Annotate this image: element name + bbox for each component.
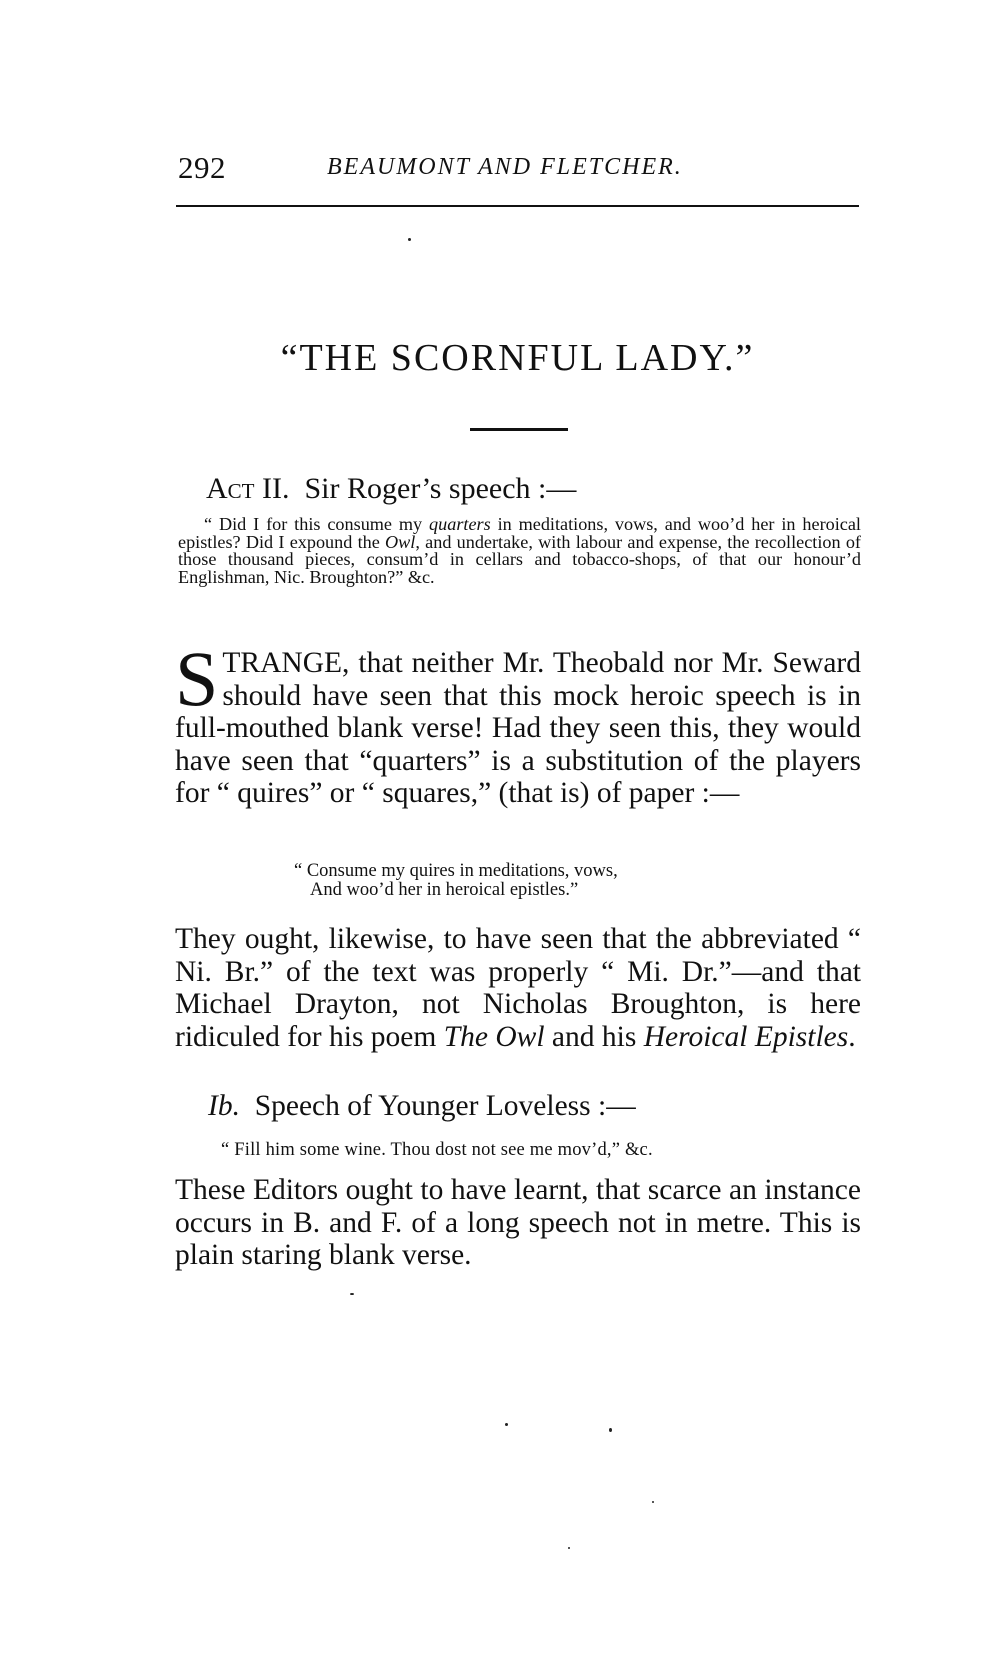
verse-quote bbox=[294, 862, 618, 900]
paragraph-strange bbox=[175, 635, 861, 810]
running-head bbox=[178, 146, 856, 190]
ibid-label: Ib. bbox=[208, 1090, 240, 1122]
header-rule bbox=[176, 205, 859, 207]
act-label: Act II. bbox=[206, 472, 290, 505]
small-quote: “ Fill him some wine. Thou dost not see me mov’d,” &c. bbox=[221, 1140, 653, 1160]
ink-speck bbox=[652, 1501, 654, 1503]
speech-reference-text: Speech of Younger Loveless :— bbox=[254, 1090, 636, 1122]
title-rule bbox=[470, 428, 568, 431]
page-number: 292 bbox=[178, 150, 226, 185]
play-title: “THE SCORNFUL LADY.” bbox=[280, 337, 755, 379]
quote-text-1: “ Did I for this consume my bbox=[204, 514, 430, 534]
quoted-speech bbox=[178, 516, 861, 586]
ink-speck bbox=[350, 1293, 354, 1295]
verse-line-2: And woo’d her in heroical epistles.” bbox=[310, 880, 579, 900]
quote-text-2: in meditations, vows, and woo’d her in heroical epistles? Did I expound the bbox=[178, 514, 861, 552]
quote-text-3: , and undertake, with labour and expense, the recollection of those thousand pieces, consum’d in cellars and tobacco-shops, of that our honour’d Englishman, Nic. Broughton?” &c. bbox=[178, 531, 861, 587]
quote-italic-owl: Owl bbox=[385, 531, 416, 552]
running-title: BEAUMONT AND FLETCHER. bbox=[327, 154, 683, 180]
italic-the-owl: The Owl bbox=[443, 1020, 545, 1053]
paragraph-text: TRANGE, that neither Mr. Theobald nor Mr. Seward should have seen that this mock heroic speech is in full-mouthed blank verse! Had they seen this, they would have seen that “quarters” is a substitution of the players for “ quires” or “ squares,” (that is) of paper :— bbox=[175, 647, 861, 810]
paragraph-they-ought bbox=[175, 923, 861, 1053]
quote-italic-quarters: quarters bbox=[429, 514, 491, 534]
verse-line-1: “ Consume my quires in meditations, vows, bbox=[294, 861, 618, 881]
ink-speck bbox=[505, 1423, 508, 1426]
ink-speck bbox=[408, 238, 411, 241]
paragraph-text: They ought, likewise, to have seen that the abbreviated “ Ni. Br.” of the text was properly “ Mi. Dr.”—and that Michael Drayton, not Nicholas Broughton, is here ridiculed for his poem bbox=[175, 923, 861, 1053]
speech-label: Sir Roger’s speech :— bbox=[304, 472, 577, 505]
section-heading bbox=[206, 472, 576, 506]
paragraph-these-editors: These Editors ought to have learnt, that scarce an instance occurs in B. and F. of a long speech not in metre. This is plain staring blank verse. bbox=[175, 1174, 861, 1272]
ink-speck bbox=[568, 1547, 570, 1549]
speech-reference bbox=[208, 1090, 636, 1123]
italic-heroical-epistles: Heroical Epistles bbox=[643, 1020, 849, 1053]
ink-speck bbox=[609, 1428, 612, 1432]
drop-cap: S bbox=[175, 635, 219, 722]
paragraph-text-end: . bbox=[848, 1020, 856, 1053]
paragraph-text-mid: and his bbox=[544, 1020, 644, 1053]
